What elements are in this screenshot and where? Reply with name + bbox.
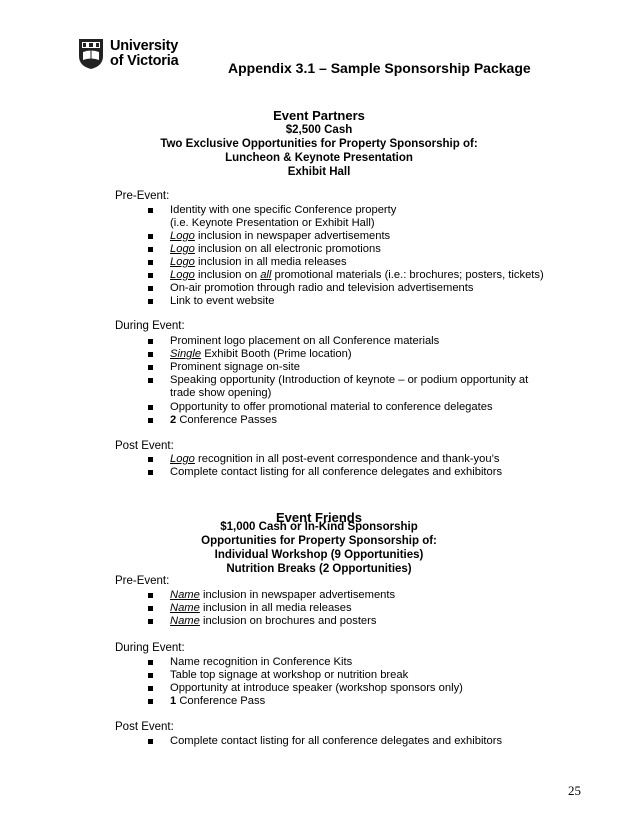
partners-sub-2: Two Exclusive Opportunities for Property Sponsorship of: <box>160 138 478 150</box>
partners-during-label: During Event: <box>115 320 185 332</box>
friends-sub-1: $1,000 Cash or In-Kind Sponsorship <box>220 521 418 533</box>
bullet-icon <box>148 352 153 357</box>
bullet-icon <box>148 273 153 278</box>
bullet-icon <box>148 339 153 344</box>
bullet-icon <box>148 299 153 304</box>
bullet-icon <box>148 470 153 475</box>
partners-sub-3: Luncheon & Keynote Presentation <box>225 152 413 164</box>
friends-sub-4: Nutrition Breaks (2 Opportunities) <box>226 563 412 575</box>
logo-wordmark <box>110 39 178 69</box>
logo-line-1: University <box>110 38 179 54</box>
bullet-icon <box>148 606 153 611</box>
bullet-icon <box>148 418 153 423</box>
partners-sub-1: $2,500 Cash <box>285 124 353 136</box>
bullet-icon <box>148 457 153 462</box>
partners-heading: Event Partners <box>273 108 365 123</box>
bullet-icon <box>148 365 153 370</box>
friends-during-label: During Event: <box>115 642 185 654</box>
logo-line-2: of Victoria <box>110 53 179 69</box>
bullet-icon <box>148 234 153 239</box>
bullet-icon <box>148 208 153 213</box>
friends-post-label: Post Event: <box>115 721 174 733</box>
bullet-icon <box>148 739 153 744</box>
university-crest-icon <box>78 38 104 70</box>
page-number: 25 <box>568 783 581 798</box>
bullet-icon <box>148 699 153 704</box>
friends-sub-3: Individual Workshop (9 Opportunities) <box>214 549 424 561</box>
partners-post-label: Post Event: <box>115 440 174 452</box>
partners-sub-4: Exhibit Hall <box>287 166 351 178</box>
bullet-icon <box>148 405 153 410</box>
bullet-icon <box>148 378 153 383</box>
bullet-icon <box>148 260 153 265</box>
university-logo <box>78 38 178 70</box>
bullet-icon <box>148 673 153 678</box>
page-title: Appendix 3.1 – Sample Sponsorship Package <box>228 60 531 76</box>
bullet-icon <box>148 619 153 624</box>
friends-pre-label: Pre-Event: <box>115 575 170 587</box>
bullet-icon <box>148 660 153 665</box>
bullet-icon <box>148 593 153 598</box>
bullet-icon <box>148 686 153 691</box>
bullet-icon <box>148 247 153 252</box>
bullet-icon <box>148 286 153 291</box>
friends-heading: Event Friends <box>276 510 362 525</box>
partners-pre-label: Pre-Event: <box>115 190 170 202</box>
friends-sub-2: Opportunities for Property Sponsorship of: <box>201 535 437 547</box>
